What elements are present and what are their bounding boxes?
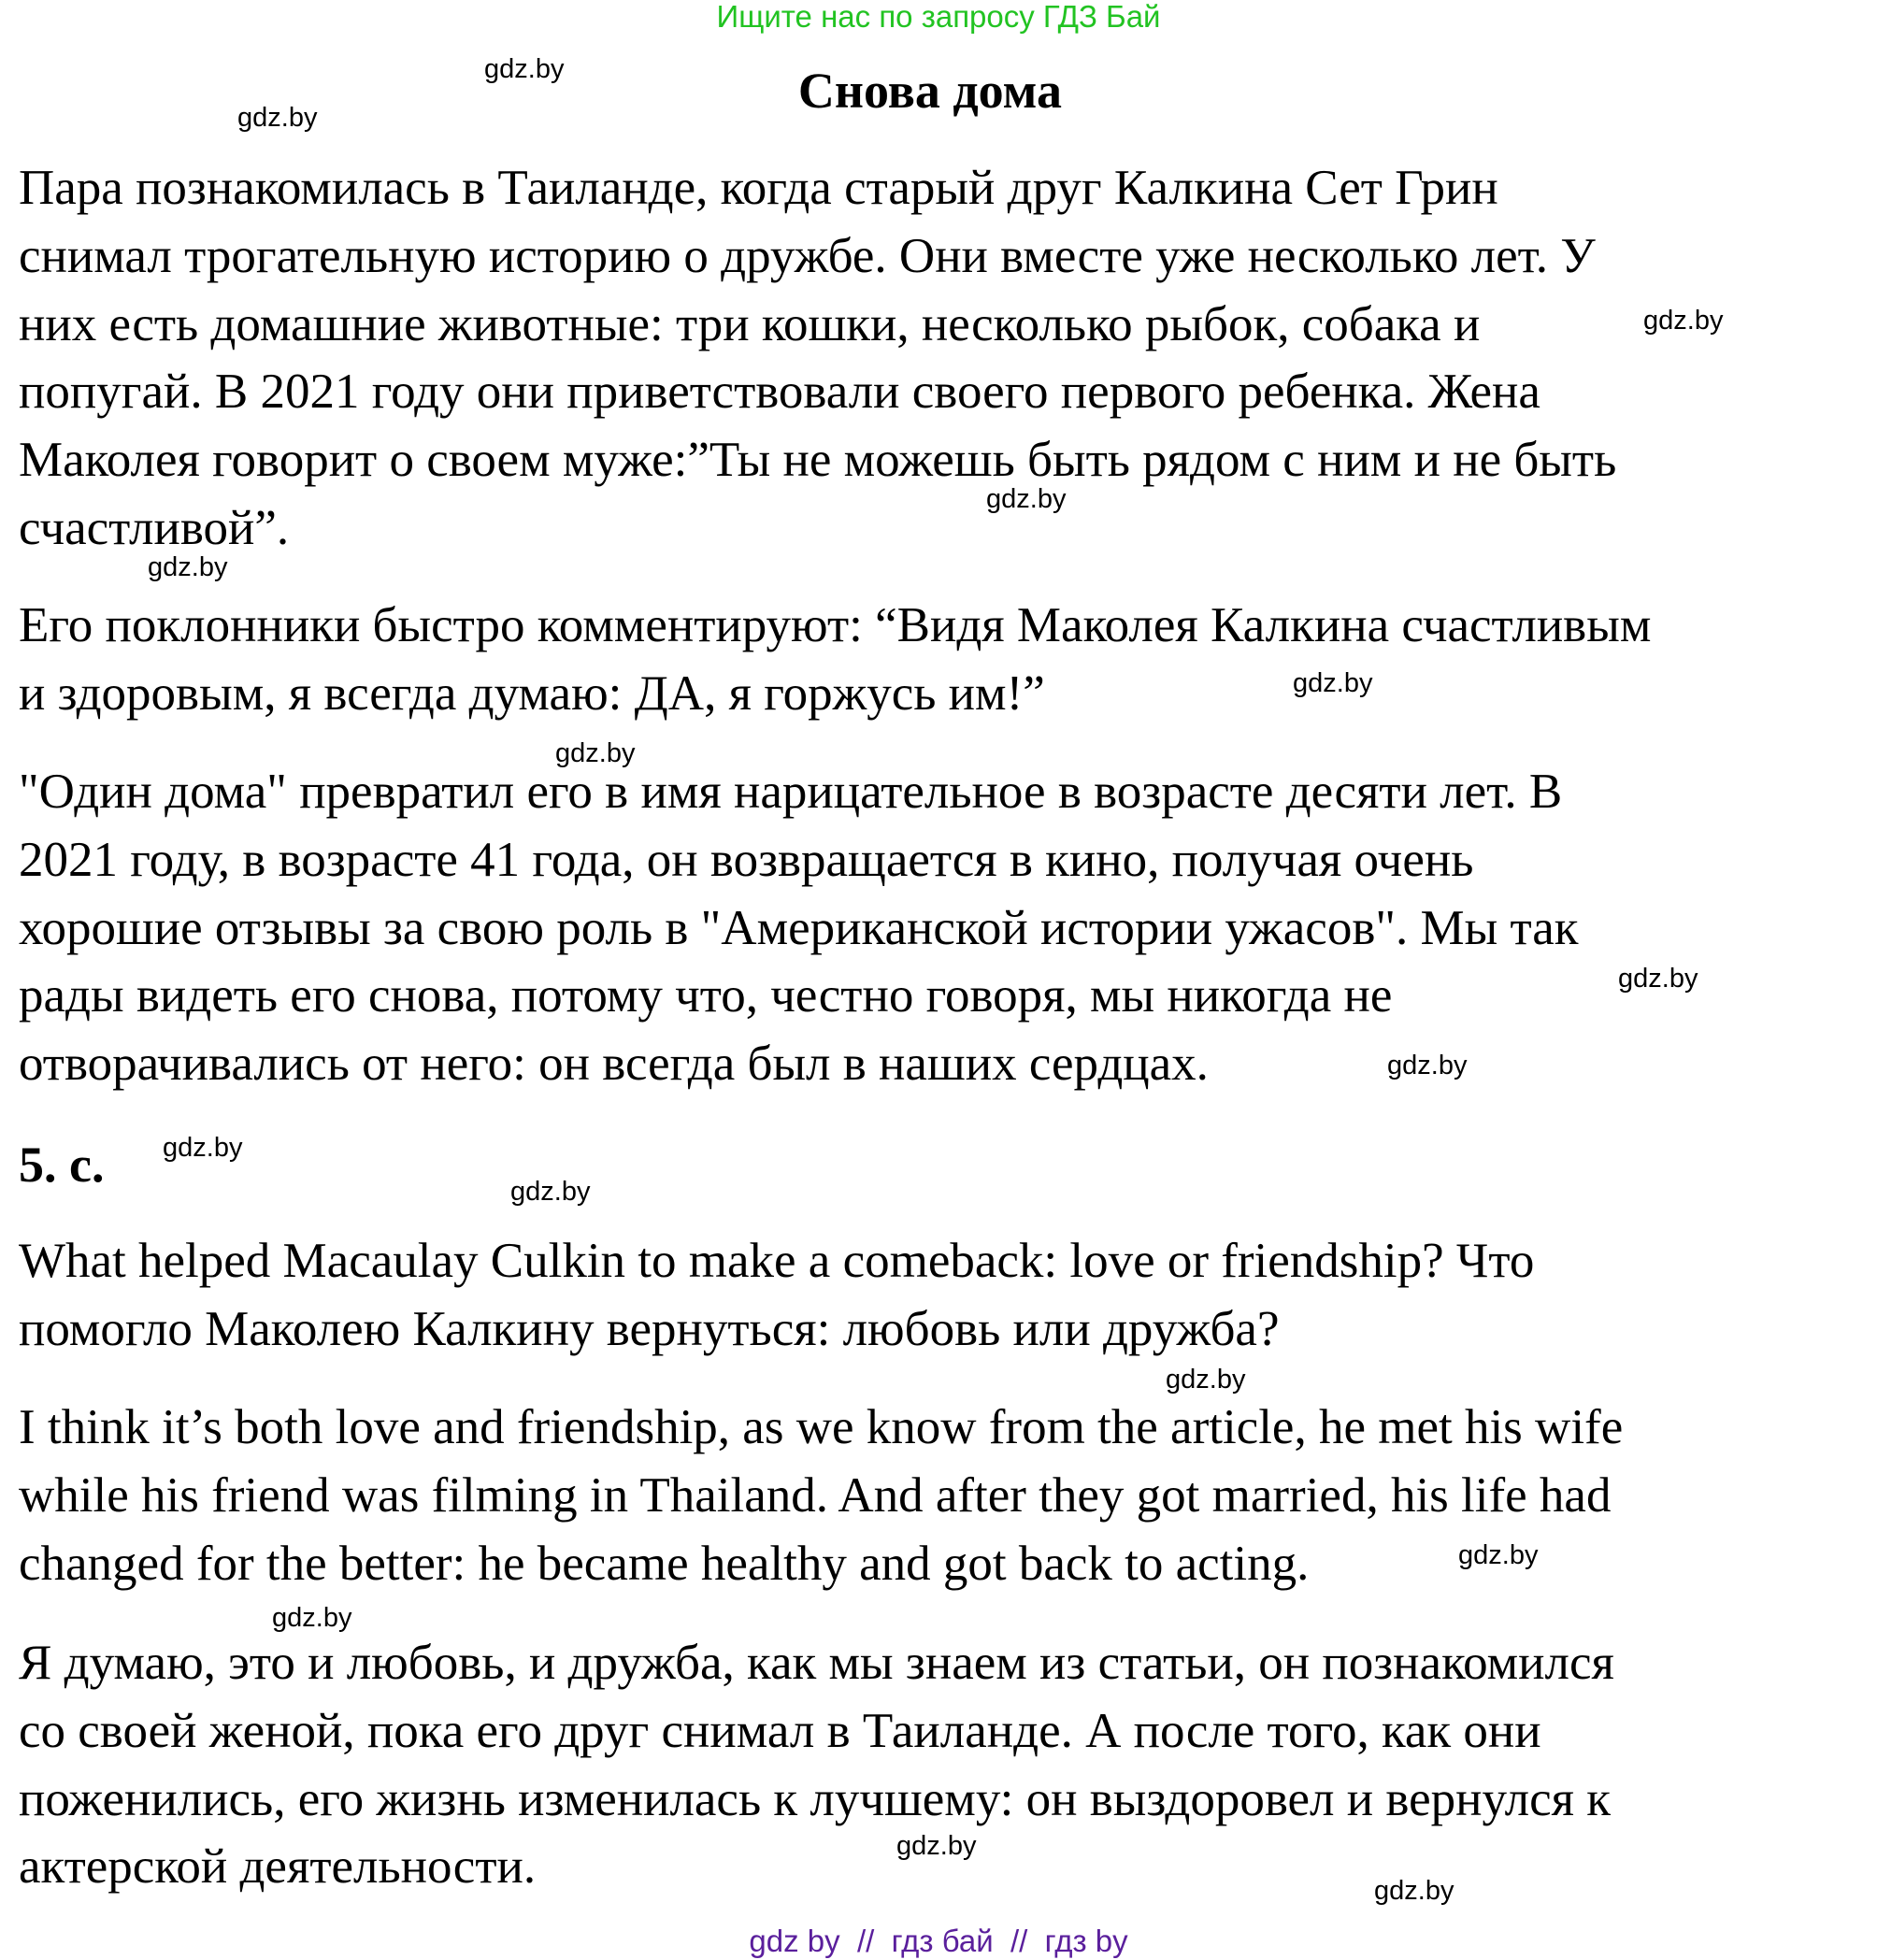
question bbox=[19, 1227, 1534, 1364]
watermark: gdz.by bbox=[163, 1133, 243, 1163]
text-line: хорошие отзывы за свою роль в "Американской истории ужасов". Мы так bbox=[19, 900, 1579, 955]
watermark: gdz.by bbox=[272, 1603, 352, 1633]
text-line: while his friend was filming in Thailand. And after they got married, his life had bbox=[19, 1467, 1612, 1523]
watermark: gdz.by bbox=[1643, 306, 1724, 336]
text-line: Маколея говорит о своем муже:”Ты не можешь быть рядом с ним и не быть bbox=[19, 433, 1617, 488]
watermark: gdz.by bbox=[148, 552, 228, 582]
watermark: gdz.by bbox=[896, 1831, 977, 1861]
text-line: них есть домашние животные: три кошки, несколько рыбок, собака и bbox=[19, 296, 1481, 351]
text-line: со своей женой, пока его друг снимал в Таиланде. А после того, как они bbox=[19, 1703, 1541, 1758]
text-line: changed for the better: he became healthy and got back to acting. bbox=[19, 1536, 1310, 1591]
text-line: попугай. В 2021 году они приветствовали своего первого ребенка. Жена bbox=[19, 365, 1540, 420]
text-line: счастливой”. bbox=[19, 500, 290, 555]
paragraph-2 bbox=[19, 592, 1651, 728]
text-line: Пара познакомилась в Таиланде, когда старый друг Калкина Сет Грин bbox=[19, 161, 1498, 215]
watermark: gdz.by bbox=[1387, 1051, 1468, 1080]
text-line: 2021 году, в возрасте 41 года, он возвращается в кино, получая очень bbox=[19, 832, 1474, 887]
watermark: gdz.by bbox=[1458, 1540, 1539, 1570]
text-line: I think it’s both love and friendship, as we know from the article, he met his wife bbox=[19, 1400, 1624, 1454]
paragraph-1 bbox=[19, 154, 1616, 563]
text-line: Я думаю, это и любовь, и дружба, как мы знаем из статьи, он познакомился bbox=[19, 1636, 1614, 1690]
answer-english bbox=[19, 1394, 1623, 1597]
text-line: "Один дома" превратил его в имя нарицательное в возрасте десяти лет. В bbox=[19, 765, 1563, 819]
text-line: отворачивались от него: он всегда был в наших сердцах. bbox=[19, 1037, 1209, 1092]
text-line: и здоровым, я всегда думаю: ДА, я горжусь им!” bbox=[19, 665, 1045, 721]
paragraph-3 bbox=[19, 758, 1579, 1098]
watermark: gdz.by bbox=[986, 484, 1067, 514]
footer-links[interactable]: gdz by // гдз бай // гдз by bbox=[749, 1924, 1128, 1958]
page-title: Снова дома bbox=[797, 63, 1063, 119]
text-line: снимал трогательную историю о дружбе. Они вместе уже несколько лет. У bbox=[19, 228, 1596, 283]
watermark: gdz.by bbox=[555, 738, 636, 768]
text-line: рады видеть его снова, потому что, честно говоря, мы никогда не bbox=[19, 968, 1393, 1023]
watermark: gdz.by bbox=[1166, 1365, 1246, 1395]
text-line: поженились, его жизнь изменилась к лучшему: он выздоровел и вернулся к bbox=[19, 1771, 1611, 1826]
watermark: gdz.by bbox=[1374, 1876, 1454, 1906]
watermark: gdz.by bbox=[237, 103, 318, 133]
watermark: gdz.by bbox=[1293, 668, 1373, 698]
answer-russian bbox=[19, 1629, 1614, 1901]
text-line: актерской деятельности. bbox=[19, 1839, 537, 1895]
watermark: gdz.by bbox=[1618, 964, 1698, 994]
text-line: помогло Маколею Калкину вернуться: любовь или дружба? bbox=[19, 1301, 1280, 1356]
text-line: Его поклонники быстро комментируют: “Видя Маколея Калкина счастливым bbox=[19, 598, 1652, 652]
text-line: What helped Macaulay Culkin to make a comeback: love or friendship? Что bbox=[19, 1234, 1535, 1288]
watermark: gdz.by bbox=[484, 54, 565, 84]
search-hint-banner: Ищите нас по запросу ГДЗ Бай bbox=[716, 0, 1161, 34]
exercise-number: 5. c. bbox=[19, 1137, 105, 1193]
watermark: gdz.by bbox=[510, 1177, 591, 1207]
